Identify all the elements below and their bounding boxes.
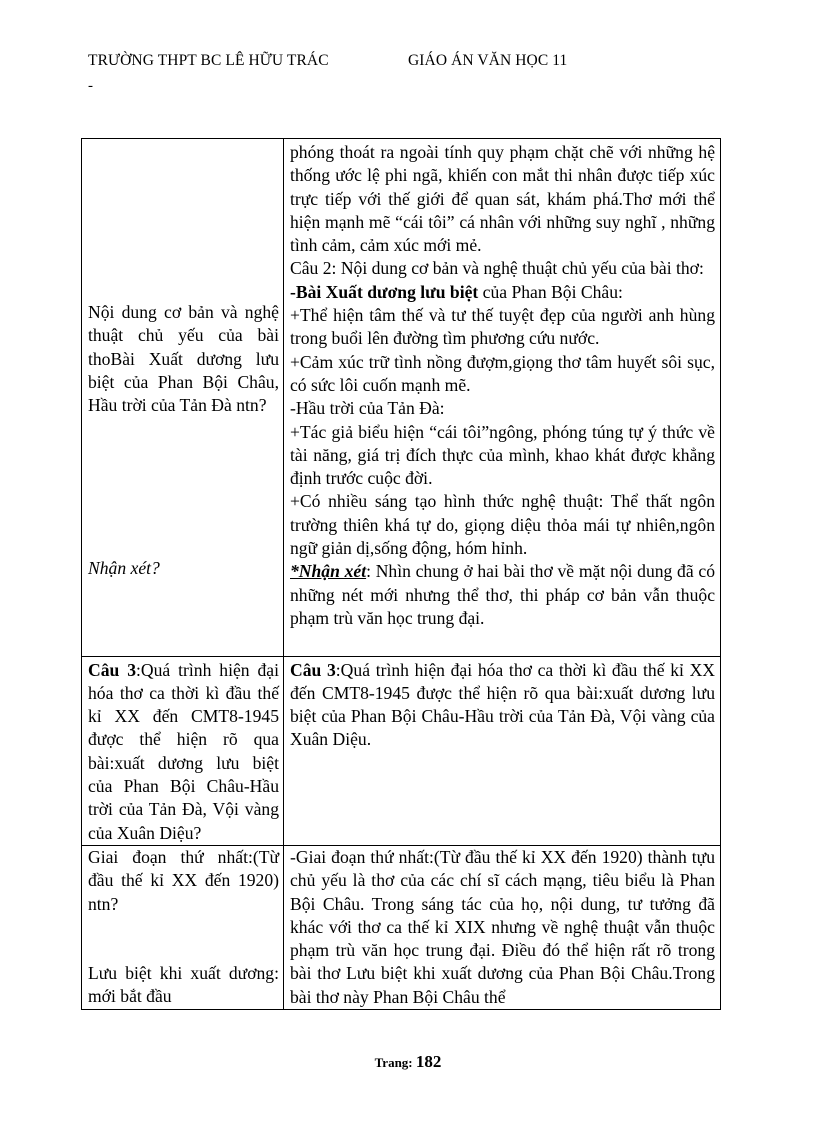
page-label: Trang: <box>374 1055 413 1070</box>
table-row <box>82 656 721 845</box>
cau3-label: Câu 3 <box>88 659 137 680</box>
hau-troi-point-1: +Tác giả biểu hiện “cái tôi”ngông, phóng túng tự ý thức về tài năng, giá trị đích thực của mình, khao khát được khẳng định trước cuộc đời. <box>290 421 715 489</box>
xuat-duong-title: -Bài Xuất dương lưu biệt <box>290 281 479 302</box>
comment-label: *Nhận xét <box>290 561 367 582</box>
page-number: 182 <box>415 1052 442 1071</box>
header-course: GIÁO ÁN VĂN HỌC 11 <box>408 52 568 69</box>
question-content-art: Nội dung cơ bản và nghệ thuật chủ yếu của bài thoBài Xuất dương lưu biệt của Phan Bội Châu, Hầu trời của Tản Đà ntn? <box>88 302 279 416</box>
cau2-heading: Câu 2: Nội dung cơ bản và nghệ thuật chủ yếu của bài thơ: <box>290 258 704 279</box>
left-cell <box>82 139 284 657</box>
right-cell <box>284 139 721 657</box>
cau3-question: Câu 3:Quá trình hiện đại hóa thơ ca thời kì đầu thế kỉ XX đến CMT8-1945 được thể hiện rõ qua bài:xuất dương lưu biệt của Phan Bội Châu-Hầu trời của Tản Đà, Vội vàng của Xuân Diệu? <box>88 659 279 843</box>
phase1-answer: -Giai đoạn thứ nhất:(Từ đầu thế kỉ XX đến 1920) thành tựu chủ yếu là thơ của các chí sĩ cách mạng, tiêu biểu là Phan Bội Châu. Trong sáng tác của họ, nội dung, tư tưởng đã khác với thơ ca thế kỉ XIX nhưng về nghệ thuật vẫn thuộc phạm trù văn học trung đại. Điều đó thể hiện rất rõ trong bài thơ Lưu biệt khi xuất dương của Phan Bội Châu.Trong bài thơ này Phan Bội Châu thể <box>290 846 715 1007</box>
cau3-answer: Câu 3:Quá trình hiện đại hóa thơ ca thời kì đầu thế kỉ XX đến CMT8-1945 được thể hiện rõ qua bài:xuất dương lưu biệt của Phan Bội Châu-Hầu trời của Tản Đà, Vội vàng của Xuân Diệu. <box>290 659 716 750</box>
left-cell <box>82 656 284 845</box>
header-school: TRƯỜNG THPT BC LÊ HỮU TRÁC <box>88 52 329 69</box>
intro-paragraph: phóng thoát ra ngoài tính quy phạm chặt chẽ với những hệ thống ước lệ phi ngã, khiến con mắt thi nhân được tiếp xúc trực tiếp với thế giới để quan sát, khám phá.Thơ mới thể hiện mạnh mẽ “cái tôi” cá nhân với những suy nghĩ , những tình cảm, cảm xúc mới mẻ. <box>290 142 715 256</box>
hau-troi-point-2: +Có nhiều sáng tạo hình thức nghệ thuật: Thể thất ngôn trường thiên khá tự do, giọng diệu thỏa mái tự nhiên,ngôn ngữ giản dị,sống động, hóm hỉnh. <box>290 491 715 559</box>
lesson-table <box>81 138 721 1010</box>
right-cell <box>284 845 721 1009</box>
page-footer <box>0 1052 816 1072</box>
table-row <box>82 139 721 657</box>
xuat-duong-point-1: +Thể hiện tâm thế và tư thế tuyệt đẹp của người anh hùng trong buổi lên đường tìm phương cứu nước. <box>290 305 715 349</box>
xuat-duong-heading <box>290 281 715 304</box>
question-comment: Nhận xét? <box>88 558 160 579</box>
comment-text: : Nhìn chung ở hai bài thơ về mặt nội dung đã có những nét mới nhưng thể thơ, thi pháp cơ bản vẫn thuộc phạm trù văn học trung đại. <box>290 561 715 628</box>
xuat-duong-point-2: +Cảm xúc trữ tình nồng đượm,giọng thơ tâm huyết sôi sục, có sức lôi cuốn mạnh mẽ. <box>290 351 715 395</box>
phase1-question: Giai đoạn thứ nhất:(Từ đầu thế kỉ XX đến 1920) ntn? <box>88 846 279 914</box>
right-cell <box>284 656 721 845</box>
comment-paragraph <box>290 560 715 630</box>
table-row <box>82 845 721 1009</box>
luu-biet-note: Lưu biệt khi xuất dương: mới bắt đầu <box>88 962 279 1007</box>
xuat-duong-author: của Phan Bội Châu: <box>478 281 623 302</box>
left-cell <box>82 845 284 1009</box>
cau3-answer-label: Câu 3 <box>290 659 336 680</box>
hau-troi-heading: -Hầu trời của Tản Đà: <box>290 398 445 419</box>
header-dash: - <box>88 78 93 94</box>
